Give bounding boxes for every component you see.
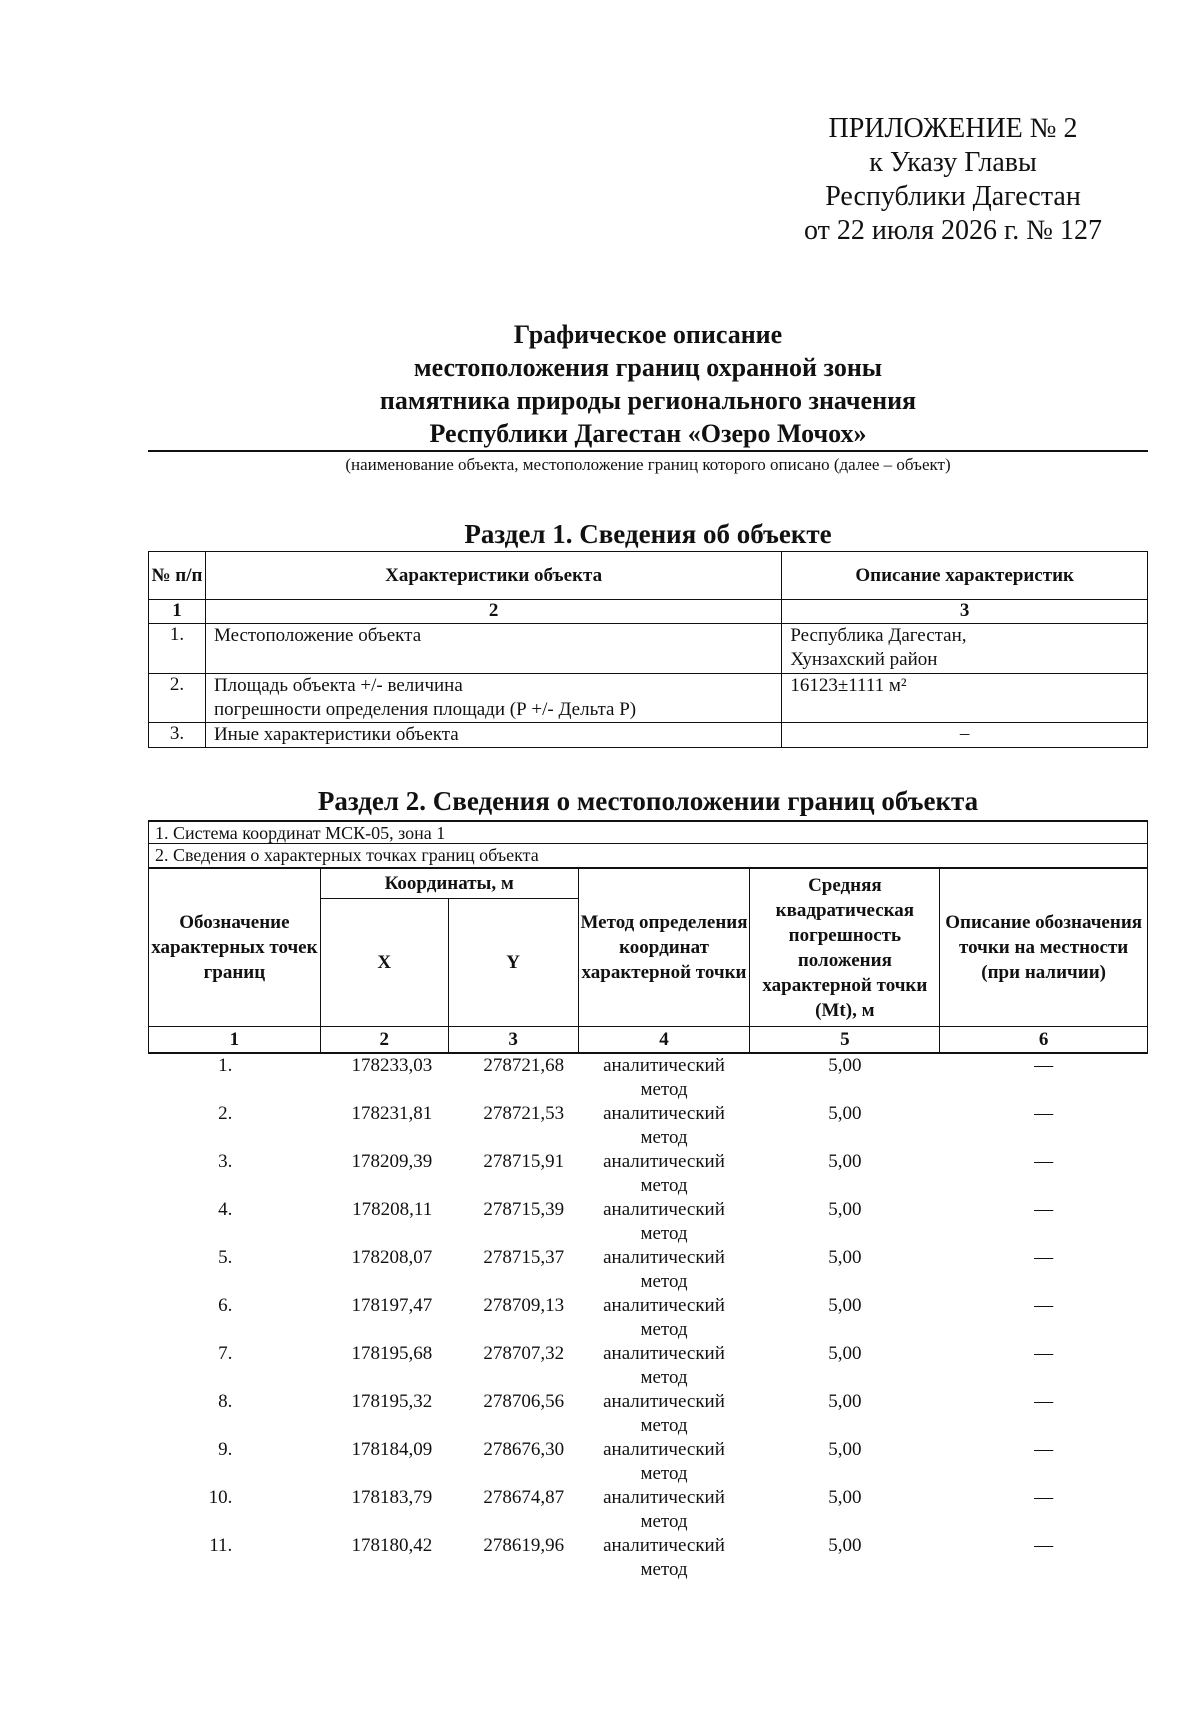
- method: [578, 1390, 750, 1438]
- method-line: аналитический: [603, 1439, 725, 1460]
- method-line: аналитический: [603, 1103, 725, 1124]
- method-line: аналитический: [603, 1151, 725, 1172]
- coordinate-x: 178231,81: [351, 1103, 433, 1124]
- table-row: [149, 1438, 1148, 1486]
- column-number: 1: [149, 600, 206, 624]
- coordinate-x: 178233,03: [351, 1055, 433, 1076]
- method-line: аналитический: [603, 1391, 725, 1412]
- characteristic-line: Площадь объекта +/- величина: [213, 675, 463, 696]
- coordinate-y: 278721,53: [483, 1103, 565, 1124]
- method-line: аналитический: [603, 1199, 725, 1220]
- title-line: Графическое описание: [513, 320, 783, 349]
- coordinate-x: 178197,47: [351, 1295, 433, 1316]
- document-title: [148, 318, 1148, 450]
- method-line: метод: [640, 1559, 688, 1580]
- coordinate-y: 278715,39: [483, 1199, 565, 1220]
- coordinate-x: 178180,42: [351, 1535, 433, 1556]
- table-row: [149, 1390, 1148, 1438]
- title-line: местоположения границ охранной зоны: [413, 353, 883, 382]
- row-description: –: [782, 723, 1148, 748]
- mean-square-error: 5,00: [828, 1055, 862, 1076]
- method-line: метод: [640, 1367, 688, 1388]
- title-note: (наименование объекта, местоположение границ которого описано (далее – объект): [345, 455, 951, 474]
- point-number: 9.: [218, 1439, 233, 1460]
- object-info-table: [148, 551, 1148, 748]
- point-description: —: [1034, 1247, 1054, 1268]
- coordinate-y: 278674,87: [483, 1487, 565, 1508]
- appendix-line: от 22 июля 2026 г. № 127: [804, 215, 1102, 246]
- row-number: 3.: [149, 723, 206, 748]
- title-line: памятника природы регионального значения: [379, 386, 917, 415]
- method-line: аналитический: [603, 1343, 725, 1364]
- point-description: —: [1034, 1343, 1054, 1364]
- table-row: [149, 1342, 1148, 1390]
- row-characteristic: Иные характеристики объекта: [205, 723, 781, 748]
- characteristic-line: погрешности определения площади (Р +/- Дельта Р): [213, 699, 637, 720]
- column-number: 4: [578, 1027, 750, 1054]
- row-number: 2.: [149, 674, 206, 723]
- point-number: 2.: [218, 1103, 233, 1124]
- point-number: 1.: [218, 1055, 233, 1076]
- mean-square-error: 5,00: [828, 1199, 862, 1220]
- method: [578, 1438, 750, 1486]
- point-description: —: [1034, 1055, 1054, 1076]
- column-number-row: [149, 1027, 1148, 1054]
- coordinate-y: 278715,91: [483, 1151, 565, 1172]
- table-row: [149, 1150, 1148, 1198]
- header-point: Обозначение характерных точек границ: [149, 869, 321, 1027]
- method-line: метод: [640, 1271, 688, 1292]
- column-number: 1: [149, 1027, 321, 1054]
- method-line: аналитический: [603, 1247, 725, 1268]
- mean-square-error: 5,00: [828, 1391, 862, 1412]
- mean-square-error: 5,00: [828, 1151, 862, 1172]
- point-number: 10.: [208, 1487, 233, 1508]
- table-header-row: [149, 552, 1148, 600]
- header-description: Описание обозначения точки на местности (при наличии): [940, 869, 1148, 1027]
- header-coordinates: Координаты, м: [320, 869, 578, 899]
- row-description: [782, 624, 1148, 674]
- description-line: Хунзахский район: [790, 649, 938, 670]
- points-body: [149, 1053, 1148, 1582]
- appendix-line: ПРИЛОЖЕНИЕ № 2: [828, 113, 1078, 144]
- coordinate-x: 178195,32: [351, 1391, 433, 1412]
- coordinate-y: 278715,37: [483, 1247, 565, 1268]
- method-line: метод: [640, 1079, 688, 1100]
- mean-square-error: 5,00: [828, 1295, 862, 1316]
- table-row: [149, 1102, 1148, 1150]
- point-number: 6.: [218, 1295, 233, 1316]
- appendix-line: Республики Дагестан: [825, 181, 1081, 212]
- title-underline: [148, 450, 1148, 452]
- mean-square-error: 5,00: [828, 1535, 862, 1556]
- mean-square-error: 5,00: [828, 1247, 862, 1268]
- method: [578, 1246, 750, 1294]
- point-description: —: [1034, 1439, 1054, 1460]
- coordinate-x: 178208,07: [351, 1247, 433, 1268]
- coordinate-x: 178195,68: [351, 1343, 433, 1364]
- table-row: [149, 1198, 1148, 1246]
- method-line: метод: [640, 1127, 688, 1148]
- point-description: —: [1034, 1487, 1054, 1508]
- coordinate-system-line: 1. Система координат МСК-05, зона 1: [148, 820, 1148, 844]
- table-row: [149, 1294, 1148, 1342]
- method-line: метод: [640, 1415, 688, 1436]
- method: [578, 1342, 750, 1390]
- boundary-points-table: [148, 868, 1148, 1582]
- header-characteristic: Характеристики объекта: [205, 552, 781, 600]
- title-line: Республики Дагестан «Озеро Мочох»: [429, 419, 867, 448]
- column-number-row: [149, 600, 1148, 624]
- point-description: —: [1034, 1199, 1054, 1220]
- method-line: метод: [640, 1463, 688, 1484]
- table-header-row: [149, 869, 1148, 899]
- coordinate-x: 178209,39: [351, 1151, 433, 1172]
- coordinate-y: 278707,32: [483, 1343, 565, 1364]
- point-number: 4.: [218, 1199, 233, 1220]
- method-line: аналитический: [603, 1055, 725, 1076]
- coordinate-x: 178184,09: [351, 1439, 433, 1460]
- header-description: Описание характеристик: [782, 552, 1148, 600]
- column-number: 2: [320, 1027, 448, 1054]
- column-number: 3: [782, 600, 1148, 624]
- method: [578, 1102, 750, 1150]
- row-characteristic: [205, 674, 781, 723]
- method-line: метод: [640, 1319, 688, 1340]
- mean-square-error: 5,00: [828, 1487, 862, 1508]
- point-number: 3.: [218, 1151, 233, 1172]
- coordinate-y: 278709,13: [483, 1295, 565, 1316]
- point-description: —: [1034, 1151, 1054, 1172]
- column-number: 2: [205, 600, 781, 624]
- method-line: аналитический: [603, 1487, 725, 1508]
- method-line: метод: [640, 1511, 688, 1532]
- point-description: —: [1034, 1535, 1054, 1556]
- point-number: 11.: [209, 1535, 233, 1556]
- coordinate-x: 178183,79: [351, 1487, 433, 1508]
- method: [578, 1486, 750, 1534]
- description-line: Республика Дагестан,: [790, 625, 967, 646]
- method: [578, 1198, 750, 1246]
- column-number: 3: [448, 1027, 578, 1054]
- points-info-line: 2. Сведения о характерных точках границ объекта: [148, 844, 1148, 868]
- point-description: —: [1034, 1103, 1054, 1124]
- row-description: 16123±1111 м²: [782, 674, 1148, 723]
- appendix-header: [804, 112, 1102, 248]
- coordinate-y: 278706,56: [483, 1391, 565, 1412]
- point-description: —: [1034, 1391, 1054, 1412]
- header-error: Средняя квадратическая погрешность положения характерной точки (Mt), м: [750, 869, 940, 1027]
- row-characteristic: Местоположение объекта: [205, 624, 781, 674]
- table-row: [149, 624, 1148, 674]
- header-y: Y: [448, 899, 578, 1027]
- table-row: [149, 1486, 1148, 1534]
- table-row: [149, 1534, 1148, 1582]
- mean-square-error: 5,00: [828, 1103, 862, 1124]
- coordinate-y: 278721,68: [483, 1055, 565, 1076]
- coordinate-y: 278676,30: [483, 1439, 565, 1460]
- method-line: метод: [640, 1223, 688, 1244]
- point-description: —: [1034, 1295, 1054, 1316]
- mean-square-error: 5,00: [828, 1343, 862, 1364]
- method-line: аналитический: [603, 1295, 725, 1316]
- section2-heading: Раздел 2. Сведения о местоположении границ объекта: [317, 786, 979, 816]
- point-number: 7.: [218, 1343, 233, 1364]
- table-row: [149, 1053, 1148, 1102]
- header-x: X: [320, 899, 448, 1027]
- coordinate-x: 178208,11: [352, 1199, 433, 1220]
- table-row: [149, 674, 1148, 723]
- header-num: № п/п: [149, 552, 206, 600]
- coordinate-y: 278619,96: [483, 1535, 565, 1556]
- method: [578, 1294, 750, 1342]
- column-number: 5: [750, 1027, 940, 1054]
- section1-heading: Раздел 1. Сведения об объекте: [464, 519, 832, 549]
- method: [578, 1150, 750, 1198]
- point-number: 8.: [218, 1391, 233, 1412]
- table-row: [149, 723, 1148, 748]
- mean-square-error: 5,00: [828, 1439, 862, 1460]
- point-number: 5.: [218, 1247, 233, 1268]
- column-number: 6: [940, 1027, 1148, 1054]
- method-line: аналитический: [603, 1535, 725, 1556]
- method: [578, 1053, 750, 1102]
- method: [578, 1534, 750, 1582]
- table-row: [149, 1246, 1148, 1294]
- header-method: Метод определения координат характерной точки: [578, 869, 750, 1027]
- method-line: метод: [640, 1175, 688, 1196]
- appendix-line: к Указу Главы: [869, 147, 1037, 178]
- row-number: 1.: [149, 624, 206, 674]
